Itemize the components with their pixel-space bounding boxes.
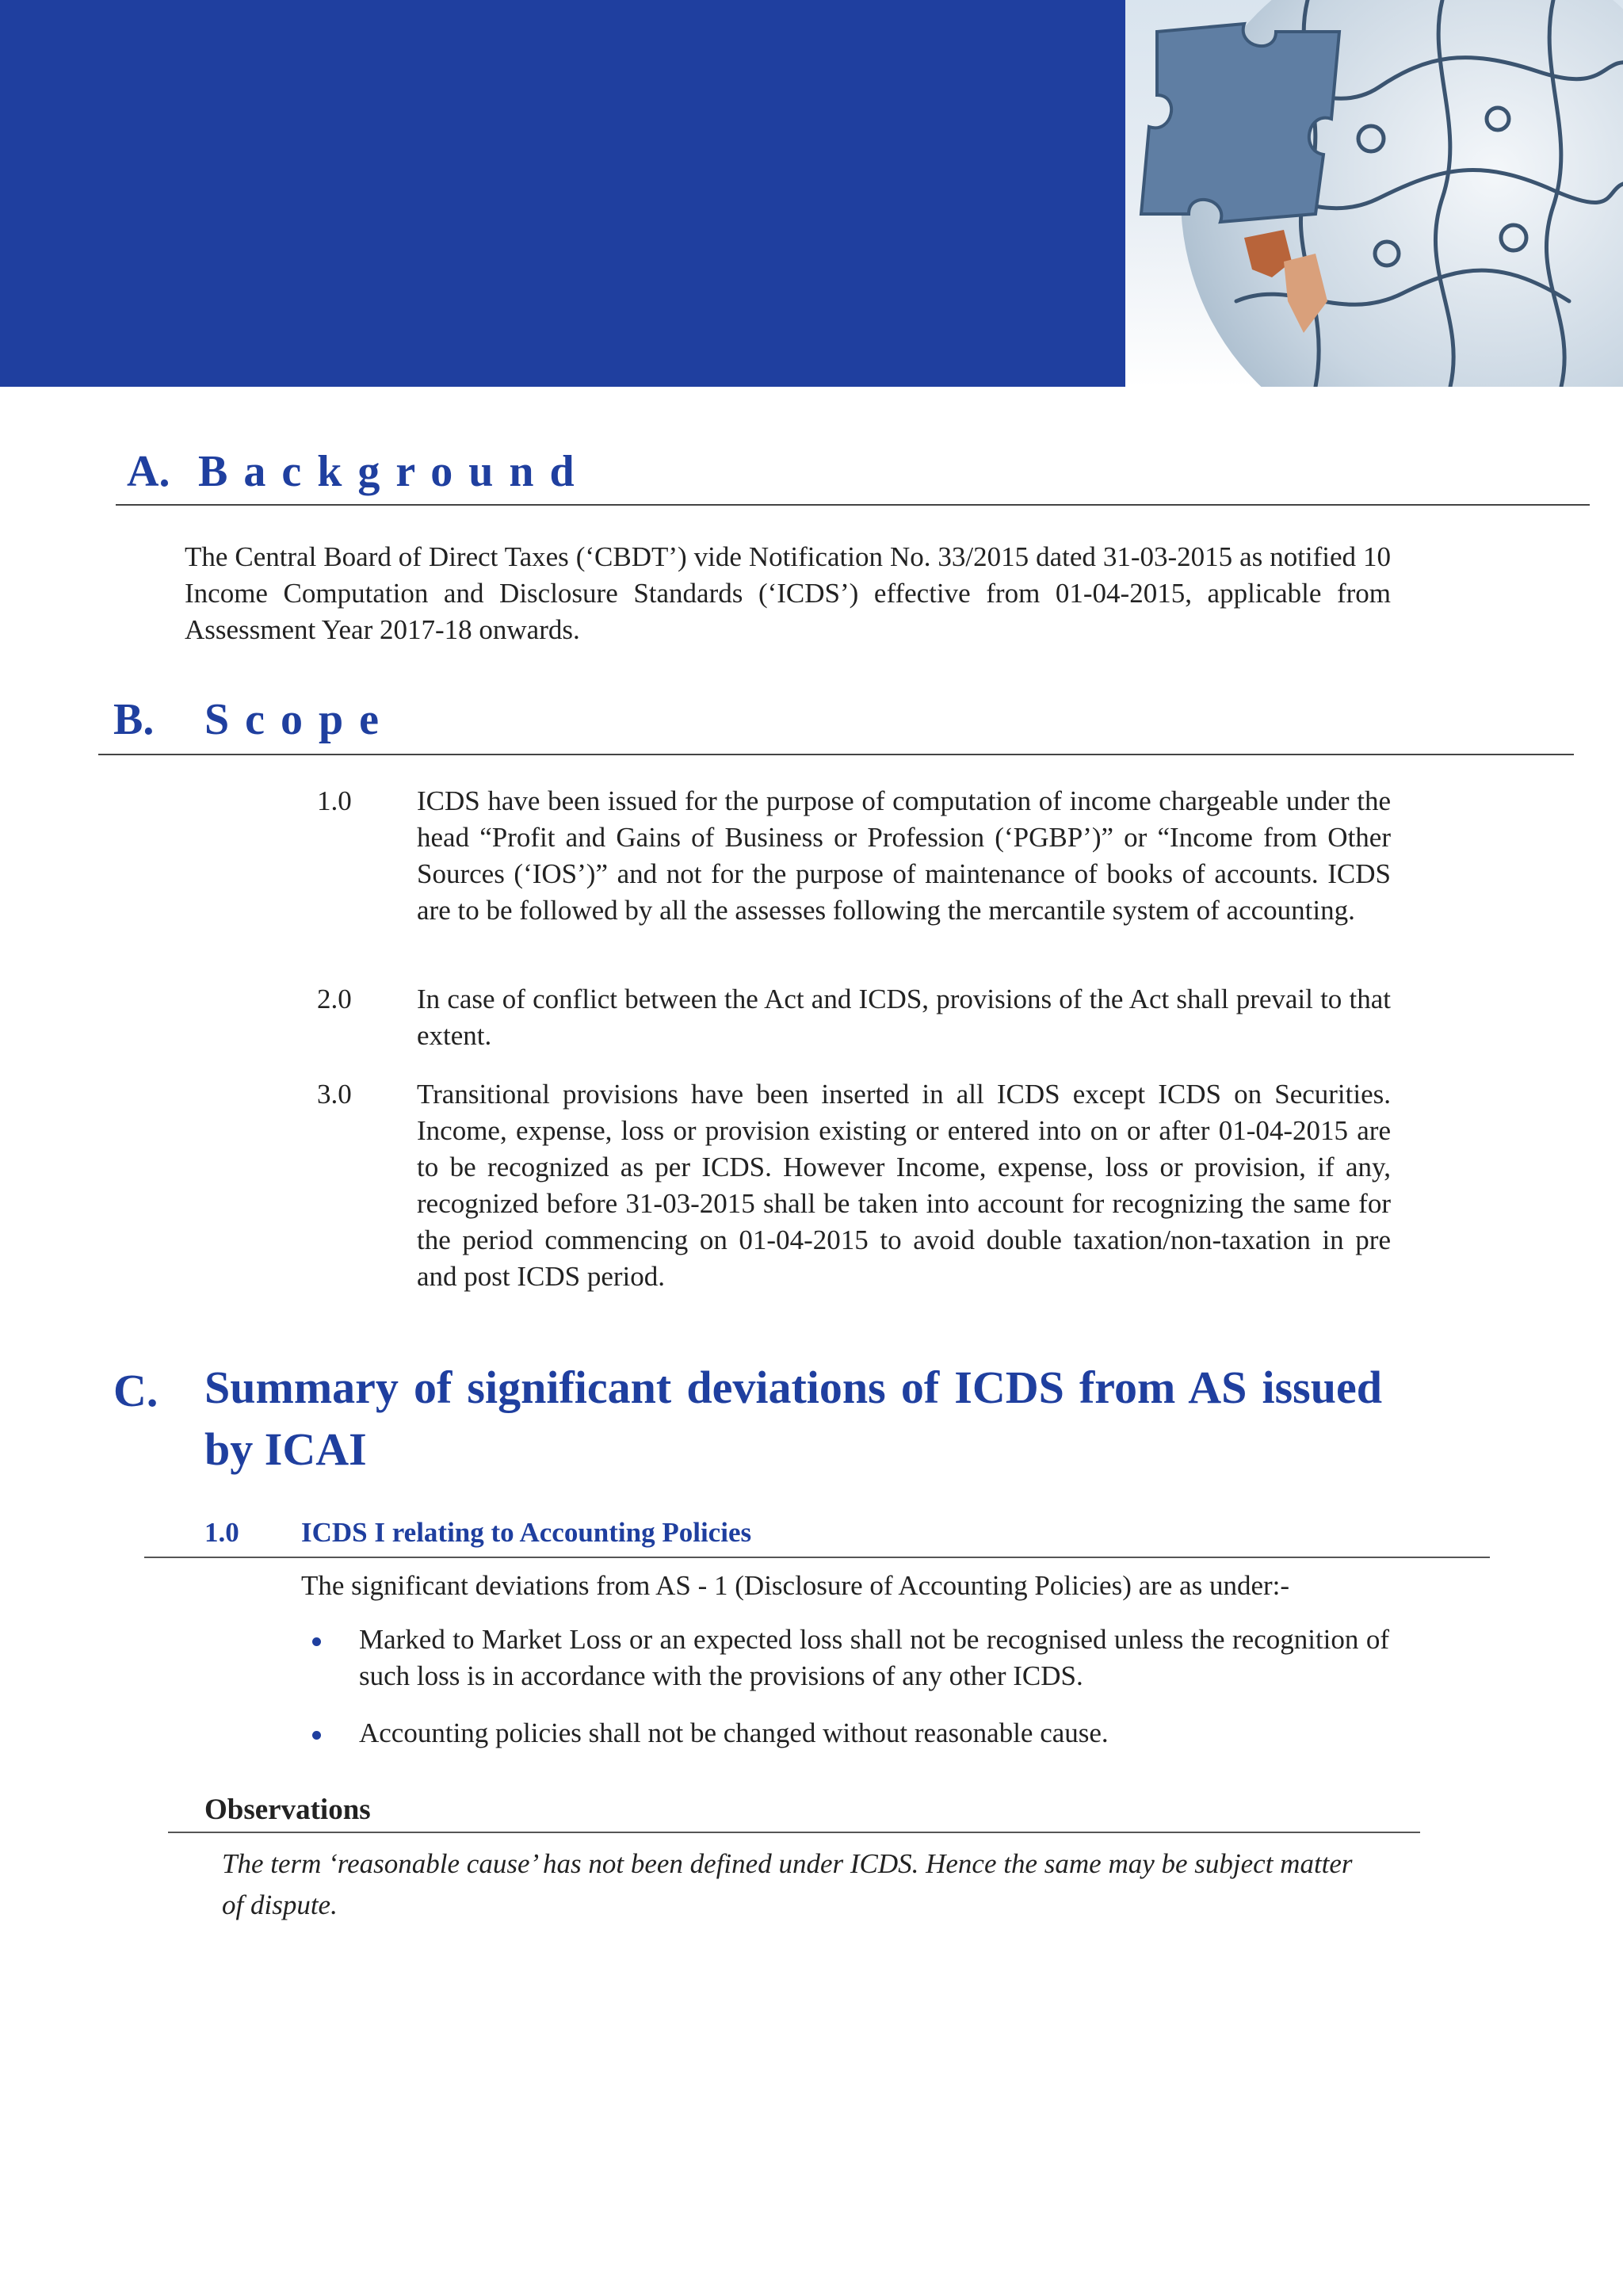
observations-rule (168, 1832, 1420, 1833)
section-a-rule (116, 504, 1590, 506)
section-a-letter: A. (127, 447, 170, 496)
scope-item-number: 2.0 (317, 984, 352, 1014)
section-b-letter: B. (113, 695, 155, 744)
subsection-intro: The significant deviations from AS - 1 (Disclosure of Accounting Policies) are as under:- (301, 1570, 1290, 1601)
subsection-title: ICDS I relating to Accounting Policies (301, 1517, 752, 1548)
scope-item-text: In case of conflict between the Act and ICDS, provisions of the Act shall prevail to that extent. (417, 984, 1391, 1051)
bullet-text: Accounting policies shall not be changed without reasonable cause. (359, 1717, 1109, 1748)
section-c-letter: C. (113, 1365, 158, 1416)
bullet-icon (312, 1731, 321, 1740)
bullet-icon (312, 1637, 321, 1646)
puzzle-globe-image (1125, 0, 1623, 387)
puzzle-globe-icon (1125, 0, 1623, 387)
scope-item-text: Transitional provisions have been inserted in all ICDS except ICDS on Securities. Income, expense, loss or provision existing or entered into on or after 01-04-2015 are to be recognized as per ICDS. However Income, expense, loss or provision, if any, recognized before 31-03-2015 shall be taken into account for recognizing the same for the period commencing on 01-04-2015 to avoid double taxation/non-taxation in pre and post ICDS period. (417, 1079, 1391, 1292)
section-a-title: Background (198, 447, 590, 496)
scope-item-number: 3.0 (317, 1079, 352, 1110)
scope-item-number: 1.0 (317, 785, 352, 816)
bullet-text: Marked to Market Loss or an expected loss shall not be recognised unless the recognition of such loss is in accordance with the provisions of any other ICDS. (359, 1624, 1389, 1691)
scope-item-text: ICDS have been issued for the purpose of computation of income chargeable under the head “Profit and Gains of Business or Profession (‘PGBP’)” or “Income from Other Sources (‘IOS’)” and not for the purpose of maintenance of books of accounts. ICDS are to be followed by all the assesses following the mercantile system of accounting. (417, 785, 1391, 926)
subsection-rule (144, 1557, 1490, 1558)
section-c-title: Summary of significant deviations of ICDS from AS issued by ICAI (204, 1362, 1382, 1475)
section-b-title: Scope (204, 695, 395, 744)
subsection-number: 1.0 (204, 1517, 239, 1548)
section-b-rule (98, 754, 1574, 755)
observations-title: Observations (204, 1794, 371, 1826)
section-a-paragraph: The Central Board of Direct Taxes (‘CBDT’) vide Notification No. 33/2015 dated 31-03-2015 as notified 10 Income Computation and Disclosure Standards (‘ICDS’) effective from 01-04-2015, applicable from Assessment Year 2017-18 onwards. (185, 541, 1391, 645)
observations-text: The term ‘reasonable cause’ has not been defined under ICDS. Hence the same may be subject matter of dispute. (222, 1848, 1353, 1920)
